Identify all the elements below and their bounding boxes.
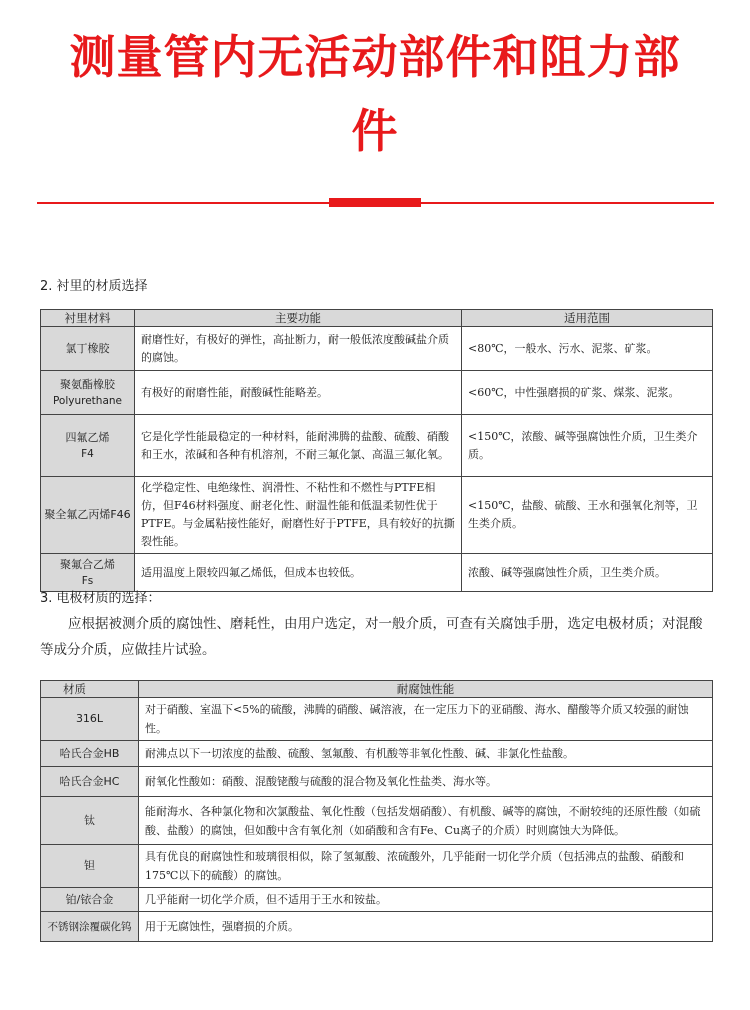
electrode-intro-paragraph: 应根据被测介质的腐蚀性、磨耗性，由用户选定，对一般介质，可查有关腐蚀手册，选定电极材质；对混酸等成分介质，应做挂片试验。 [40,616,703,658]
electrode-name-cell: 钽 [41,845,139,888]
electrode-name-cell: 不锈钢涂覆碳化钨 [41,912,139,942]
electrode-material-table [40,680,713,942]
range-cell: 浓酸、碱等强腐蚀性介质，卫生类介质。 [462,554,713,592]
table-row [41,767,713,797]
table-row [41,554,713,592]
title-divider-accent [329,198,421,207]
material-name-cell [41,327,135,371]
material-name: 聚氟合乙烯 [60,557,115,571]
page-title [0,24,750,164]
corrosion-desc-cell: 对于硝酸、室温下<5%的硫酸，沸腾的硝酸、碱溶液，在一定压力下的亚硝酸、海水、醋酸等介质又较强的耐蚀性。 [139,698,713,741]
table-row [41,797,713,845]
material-name-cell [41,415,135,477]
title-line-1: 测量管内无活动部件和阻力部 [69,30,681,84]
corrosion-desc-cell: 用于无腐蚀性，强磨损的介质。 [139,912,713,942]
function-cell: 适用温度上限较四氟乙烯低，但成本也较低。 [135,554,462,592]
corrosion-desc-cell: 具有优良的耐腐蚀性和玻璃很相似，除了氢氟酸、浓硫酸外，几乎能耐一切化学介质（包括沸点的盐酸、硝酸和175℃以下的硫酸）的腐蚀。 [139,845,713,888]
corrosion-desc-cell: 耐氧化性酸如：硝酸、混酸铑酸与硫酸的混合物及氧化性盐类、海水等。 [139,767,713,797]
range-cell: <60℃，中性强磨损的矿浆、煤浆、泥浆。 [462,371,713,415]
title-line-2: 件 [351,104,399,158]
function-cell: 化学稳定性、电绝缘性、润滑性、不粘性和不燃性与PTFE相仿，但F46材料强度、耐老化性、耐温性能和低温柔韧性优于PTFE。与金属粘接性能好，耐磨性好于PTFE，具有较好的抗撕裂性能。 [135,477,462,554]
material-name-sub: Fs [81,574,94,587]
range-cell: <150℃，浓酸、碱等强腐蚀性介质，卫生类介质。 [462,415,713,477]
table-row [41,845,713,888]
material-name: 四氟乙烯 [65,430,110,444]
section-2-heading: 2. 衬里的材质选择 [40,279,148,294]
material-name-cell [41,371,135,415]
material-name-sub: Polyurethane [52,394,123,407]
corrosion-desc-cell: 几乎能耐一切化学介质，但不适用于王水和铵盐。 [139,888,713,912]
column-header: 主要功能 [135,310,462,327]
electrode-name-cell: 316L [41,698,139,741]
corrosion-desc-cell: 能耐海水、各种氯化物和次氯酸盐、氧化性酸（包括发烟硝酸）、有机酸、碱等的腐蚀，不耐较纯的还原性酸（如硫酸、盐酸）的腐蚀，但如酸中含有氧化剂（如硝酸和含有Fe、Cu离子的介质）时则腐蚀大为降低。 [139,797,713,845]
column-header: 材质 [41,681,139,698]
corrosion-desc-cell: 耐沸点以下一切浓度的盐酸、硫酸、氢氟酸、有机酸等非氧化性酸、碱、非氯化性盐酸。 [139,741,713,767]
table-header-row [41,310,713,327]
material-name: 聚氨酯橡胶 [60,377,115,391]
electrode-name-cell: 哈氏合金HC [41,767,139,797]
section-3-heading: 3. 电极材质的选择： [40,591,161,606]
electrode-name-cell: 哈氏合金HB [41,741,139,767]
material-name: 聚全氟乙丙烯F46 [44,508,131,521]
table-row [41,912,713,942]
table-row [41,371,713,415]
function-cell: 有极好的耐磨性能，耐酸碱性能略差。 [135,371,462,415]
table-row [41,888,713,912]
table-row [41,415,713,477]
function-cell: 耐磨性好，有极好的弹性，高扯断力，耐一般低浓度酸碱盐介质的腐蚀。 [135,327,462,371]
table-row [41,327,713,371]
range-cell: <80℃，一般水、污水、泥浆、矿浆。 [462,327,713,371]
column-header: 衬里材料 [41,310,135,327]
table-row [41,698,713,741]
electrode-name-cell: 钛 [41,797,139,845]
material-name-cell [41,554,135,592]
material-name-sub: F4 [81,447,94,460]
material-name-cell [41,477,135,554]
electrode-name-cell: 铂/铱合金 [41,888,139,912]
table-row [41,477,713,554]
material-name: 氯丁橡胶 [65,341,110,355]
range-cell: <150℃，盐酸、硫酸、王水和强氧化剂等，卫生类介质。 [462,477,713,554]
column-header: 适用范围 [462,310,713,327]
table-row [41,741,713,767]
column-header: 耐腐蚀性能 [139,681,713,698]
function-cell: 它是化学性能最稳定的一种材料，能耐沸腾的盐酸、硫酸、硝酸和王水，浓碱和各种有机溶剂，不耐三氟化氯、高温三氟化氧。 [135,415,462,477]
table-header-row [41,681,713,698]
lining-material-table [40,309,713,592]
